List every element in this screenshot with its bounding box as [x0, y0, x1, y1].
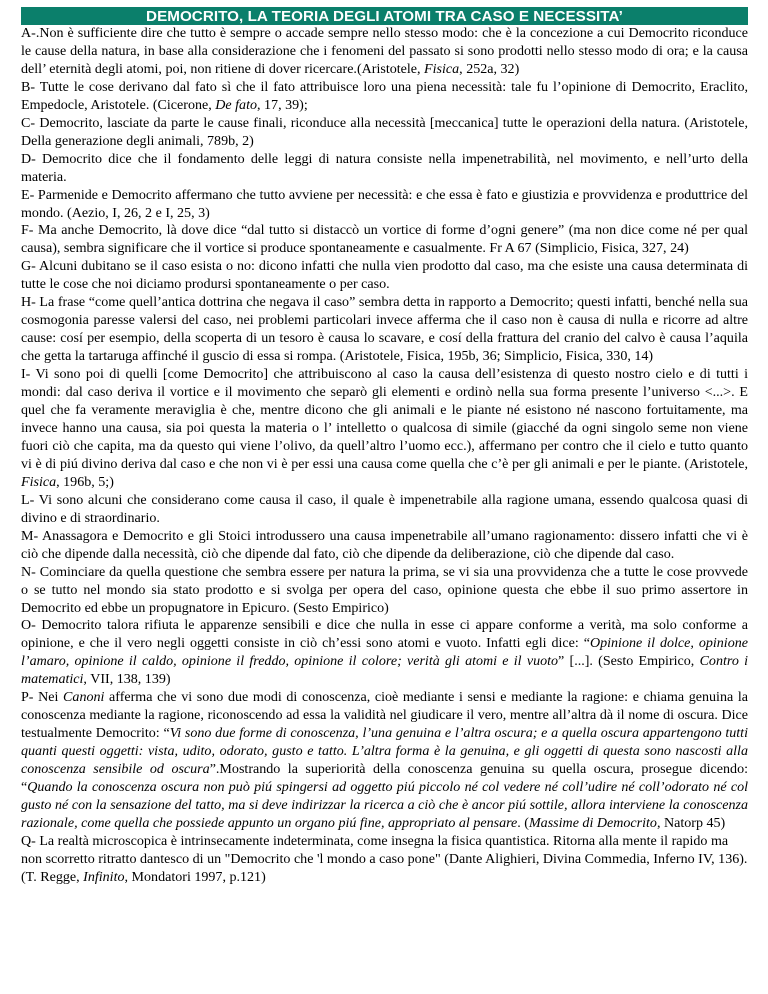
paragraph-e [21, 187, 748, 223]
text-run: afferma che vi sono due modi di conoscenza, cioè mediante i sensi e mediante la ragione: e chiama genuina la conoscenza mediante la ragione, riconoscendo ad essa la validità nel giudicare il vero, mentre all’altra dà il nome di oscura. Dice testualmente Democrito: “ [21, 689, 748, 742]
paragraph-f [21, 222, 748, 258]
paragraph-o [21, 617, 748, 689]
text-run: D- Democrito dice che il fondamento delle leggi di natura consiste nella impenetrabilità, nel movimento, e nell’urto della materia. [21, 150, 748, 185]
text-run: C- Democrito, lasciate da parte le cause finali, riconduce alla necessità [meccanica] tutte le operazioni della natura. (Aristotele, Della generazione degli animali, 789b, 2) [21, 114, 748, 149]
italic-text: Fisica [424, 60, 460, 77]
italic-text: Infinito [83, 868, 125, 885]
text-run: L- Vi sono alcuni che considerano come causa il caso, il quale è impenetrabile alla ragione umana, essendo qualcosa quasi di divino e di straordinario. [21, 491, 748, 526]
text-run: Q- La realtà microscopica è intrinsecamente indeterminata, come insegna la fisica quantistica. Ritorna alla mente il rapido ma non scorretto ritratto dantesco di un "Democrito che 'l mondo a caso pone" (Dante Alighieri, Divina Commedia, Inferno IV, 136). (T. Regge, [21, 832, 748, 885]
text-run: H- La frase “come quell’antica dottrina che negava il caso” sembra detta in rapporto a Democrito; questi infatti, benché nella sua cosmogonia paresse valersi del caso, nei problemi particolari invece afferma che il caso non è causa di nulla e ricorre ad altre cause: cosí per esempio, della scoperta di un tesoro è causa lo scavare, e cosí della frattura del cranio del calvo è causa l’aquila che getta la tartaruga affinché il guscio di essa si rompa. (Aristotele, Fisica, 195b, 36; Simplicio, Fisica, 330, 14) [21, 294, 748, 365]
document-title: DEMOCRITO, LA TEORIA DEGLI ATOMI TRA CASO E NECESSITA’ [146, 7, 623, 25]
text-run: M- Anassagora e Democrito e gli Stoici introdussero una causa impenetrabile all’umano ragionamento: dissero infatti che vi è ciò che dipende dalla necessità, ciò che dipende dal fato, ciò che dipende da deliberazione, ciò che dipende dal caso. [21, 527, 748, 562]
text-run: E- Parmenide e Democrito affermano che tutto avviene per necessità: e che essa è fato e giustizia e provvidenza e produttrice del mondo. (Aezio, I, 26, 2 e I, 25, 3) [21, 186, 748, 221]
text-run: , 17, 39); [257, 96, 308, 113]
text-run: F- Ma anche Democrito, là dove dice “dal tutto si distaccò un vortice di forme d’ogni genere” (ma non dice come né per qual causa), sembra significare che il vortice si produce spontaneamente e casualmente. Fr A 67 (Simplicio, Fisica, 327, 24) [21, 222, 748, 257]
text-run: I- Vi sono poi di quelli [come Democrito] che attribuiscono al caso la causa dell’esistenza di questo nostro cielo e di tutti i mondi: dal caso deriva il vortice e il movimento che separò gli elementi e ordinò nella sua forma presente l’universo <...>. E quel che fa veramente meraviglia è che, mentre dicono che gli animali e le piante né esistono né nascono fortuitamente, ma invece hanno una causa, sia poi questa la materia o l’ intelletto o qualcosa di simile (giacché da ogni singolo seme non viene fuori ciò che capita, ma da questo qui viene l’olivo, da quell’altro l’uomo ecc.), affermano per contro che il cielo e tutto quanto vi è di piú divino deriva dal caso e che non vi è per essi una causa come quella che c’è per gli animali e per le piante. (Aristotele, [21, 366, 748, 472]
paragraph-g [21, 258, 748, 294]
italic-text: Fisica [21, 473, 57, 490]
text-run: P- Nei [21, 689, 64, 706]
paragraph-b [21, 79, 748, 115]
paragraph-m [21, 528, 748, 564]
paragraph-d [21, 151, 748, 187]
paragraph-a [21, 25, 748, 79]
text-run: , VII, 138, 139) [83, 671, 171, 688]
text-run: , Mondatori 1997, p.121) [124, 868, 266, 885]
text-run: , Natorp 45) [656, 814, 726, 831]
text-run: ”.Mostrando la superiorità della conoscenza genuina su quella oscura, prosegue dicendo: “ [21, 761, 749, 796]
italic-text: De fato [215, 96, 257, 113]
italic-text: Vi sono due forme di conoscenza, l’una genuina e l’altra oscura; e a quella oscura appartengono tutti quanti questi oggetti: vista, udito, odorato, gusto e tatto. L’altra forma è la genuina, e gli oggetti di questa sono nascosti alla conoscenza sensibile od oscura [21, 725, 748, 778]
paragraph-p [21, 689, 748, 833]
paragraph-c [21, 115, 748, 151]
paragraph-n [21, 564, 748, 618]
italic-text: Massime di Democrito [528, 814, 657, 831]
text-run: . ( [517, 814, 529, 831]
paragraph-h [21, 294, 748, 366]
text-run: , 196b, 5;) [56, 473, 114, 490]
document-body [21, 25, 748, 887]
text-run: ” [...]. (Sesto Empirico, [558, 653, 700, 670]
italic-text: Contro i matematici [21, 653, 748, 688]
text-run: B- Tutte le cose derivano dal fato sì che il fato attribuisce loro una piena necessità: tale fu l’opinione di Democrito, Eraclito, Empedocle, Aristotele. (Cicerone, [21, 78, 748, 113]
italic-text: Opinione il dolce, opinione l’amaro, opinione il caldo, opinione il freddo, opinione il colore; verità gli atomi e il vuoto [21, 635, 748, 670]
text-run: , 252a, 32) [459, 60, 520, 77]
italic-text: Canoni [63, 689, 105, 706]
paragraph-i [21, 366, 748, 492]
text-run: N- Cominciare da quella questione che sembra essere per natura la prima, se vi sia una provvidenza che a tutte le cose provvede o se tutto nel mondo sia stato prodotto e si svolga per opera del caso, opinione questa che ebbe il suo primo assertore in Democrito ed ebbe un propugnatore in Epicuro. (Sesto Empirico) [21, 563, 748, 616]
paragraph-l [21, 492, 748, 528]
text-run: G- Alcuni dubitano se il caso esista o no: dicono infatti che nulla vien prodotto dal caso, ma che esiste una causa determinata di tutte le cose che noi diciamo prodursi spontaneamente o per caso. [21, 258, 748, 293]
text-run: A-.Non è sufficiente dire che tutto è sempre o accade sempre nello stesso modo: che è la concezione a cui Democrito riconduce le cause della natura, in base alla considerazione che i fenomeni del passato si sono prodotti nello stesso modo di ora; e la causa dell’ eternità degli atomi, poi, non ritiene di dover ricercare.(Aristotele, [21, 25, 748, 77]
italic-text: Quando la conoscenza oscura non può piú spingersi ad oggetto piú piccolo né col vedere né coll’udire né coll’odorato né col gusto né con la sensazione del tatto, ma si deve indirizzar la ricerca a ciò che è ancor piú sottile, allora interviene la conoscenza razionale, come quella che possiede appunto un organo piú fine, appropriato al pensare [21, 779, 748, 831]
paragraph-q [21, 833, 748, 887]
text-run: O- Democrito talora rifiuta le apparenze sensibili e dice che nulla in esse ci appare conforme a verità, ma solo conforme a opinione, e che il vero negli oggetti consiste in ciò ch’essi sono atomi e vuoto. Infatti egli dice: “ [21, 617, 748, 652]
title-banner [21, 7, 748, 25]
